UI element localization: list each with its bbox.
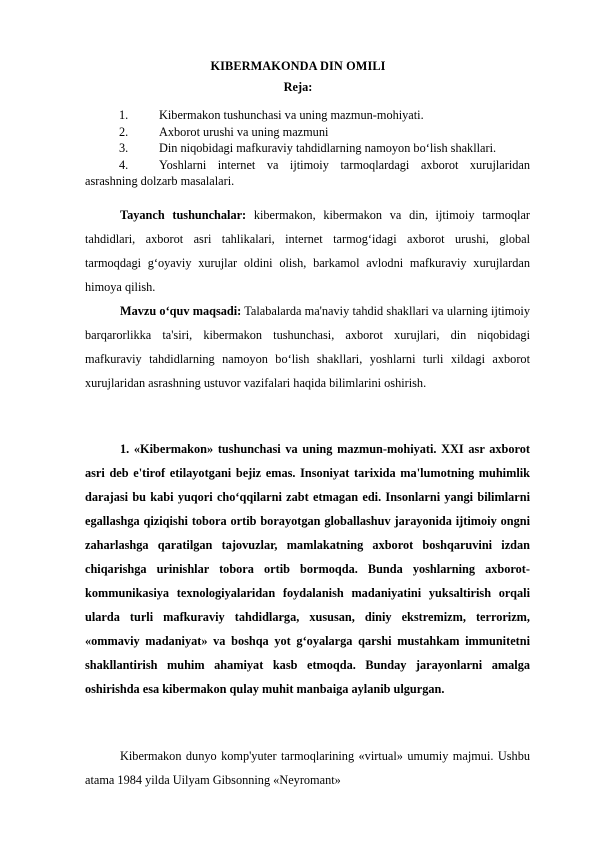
plan-list <box>85 107 530 190</box>
plan-item <box>85 140 530 157</box>
body-paragraph: Kibermakon dunyo komp'yuter tarmoqlarining «virtual» umumiy majmui. Ushbu atama 1984 yilda Uilyam Gibsonning «Neyromant» <box>85 749 530 787</box>
plan-item <box>85 157 530 174</box>
key-concepts-label: Tayanch tushunchalar: <box>120 208 247 222</box>
plan-item-continuation: asrashning dolzarb masalalari. <box>85 174 235 188</box>
plan-item-number: 3. <box>119 141 129 155</box>
plan-item-text: Din niqobidagi mafkuraviy tahdidlarning namoyon bo‘lish shakllari. <box>159 141 497 155</box>
plan-item-number: 1. <box>119 108 129 122</box>
plan-heading: Reja: <box>283 80 313 94</box>
goal-paragraph <box>85 299 530 395</box>
plan-item-number: 4. <box>119 157 129 172</box>
key-concepts-text: kibermakon, kibermakon va din, ijtimoiy tarmoqlar tahdidlari, axborot asri tahlikalari, internet tarmog‘idagi axborot urushi, global tarmoqdagi g‘oyaviy xurujlar oldini olish, barkamol avlodni mafkuraviy xurujlardan himoya qilish. <box>85 208 530 294</box>
plan-item-number: 2. <box>119 124 129 139</box>
plan-item <box>85 107 530 124</box>
plan-item-text: Kibermakon tushunchasi va uning mazmun-mohiyati. <box>159 108 424 122</box>
plan-item-text: Yoshlarni internet va ijtimoiy tarmoqlardagi axborot xurujlaridan <box>159 157 530 172</box>
plan-item <box>85 124 530 141</box>
goal-text: Talabalarda ma'naviy tahdid shakllari va ularning ijtimoiy barqarorlikka ta'siri, kibermakon tushunchasi, axborot xurujlari, din niqobidagi mafkuraviy tahdidlarning namoyon bo‘lish shakllari, yoshlarni turli xildagi axborot xurujlaridan asrashning ustuvor vazifalari haqida bilimlarini oshirish. <box>85 304 530 390</box>
document-title: KIBERMAKONDA DIN OMILI <box>210 59 386 73</box>
section-1-paragraph: 1. «Kibermakon» tushunchasi va uning mazmun-mohiyati. XXI asr axborot asri deb e'tirof etilayotgani bejiz emas. Insoniyat tarixida ma'lumotning muhimlik darajasi bu kabi yuqori cho‘qqilarni zabt etmagan edi. Insonlarni yangi bilimlarni egallashga qiziqishi tobora ortib borayotgan globallashuv jarayonida ijtimoiy ongni zaharlashga qaratilgan tajovuzlar, mamlakatning axborot boshqaruvini izdan chiqarishga urinishlar tobora ortib bormoqda. Bunda yoshlarning axborot-kommunikasiya texnologiyalaridan foydalanish madaniyatini yuksaltirish orqali ularda turli mafkuraviy tahdidlarga, xususan, diniy ekstremizm, terrorizm, «ommaviy madaniyat» va boshqa yot g‘oyalarga qarshi mustahkam immunitetni shakllantirish muhim ahamiyat kasb etmoqda. Bunday jarayonlarni amalga oshirishda esa kibermakon qulay muhit manbaiga aylanib ulgurgan. <box>85 442 530 696</box>
key-concepts-paragraph <box>85 203 530 299</box>
plan-item-text: Axborot urushi va uning mazmuni <box>159 124 329 139</box>
goal-label: Mavzu o‘quv maqsadi: <box>120 304 242 318</box>
